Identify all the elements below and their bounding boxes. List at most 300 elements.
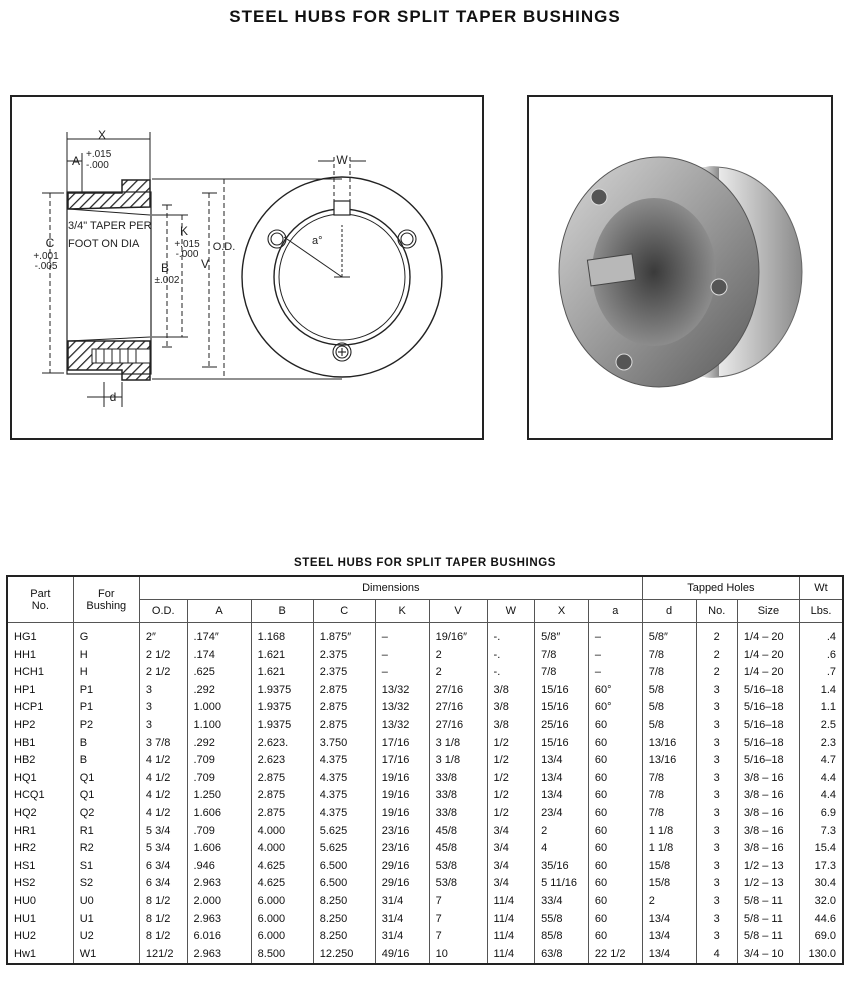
table-cell: 44.6: [799, 911, 843, 929]
table-cell: 3: [139, 717, 187, 735]
table-cell: 5/16–18: [737, 735, 799, 753]
table-cell: 2: [696, 647, 737, 665]
table-cell: 13/32: [375, 717, 429, 735]
table-cell: 3: [139, 682, 187, 700]
table-cell: 7/8: [642, 787, 696, 805]
table-cell: 4.625: [251, 875, 313, 893]
table-cell: HP1: [7, 682, 73, 700]
table-cell: 1/2 – 13: [737, 875, 799, 893]
table-cell: 3: [696, 735, 737, 753]
table-cell: 3/4: [487, 875, 535, 893]
table-cell: HU0: [7, 893, 73, 911]
table-cell: Hw1: [7, 946, 73, 965]
table-cell: 1.1: [799, 699, 843, 717]
table-cell: U0: [73, 893, 139, 911]
table-cell: 1/2 – 13: [737, 858, 799, 876]
table-cell: 17/16: [375, 752, 429, 770]
table-cell: 5/8 – 11: [737, 928, 799, 946]
table-row: [7, 735, 843, 753]
hub-side-view: [67, 180, 151, 380]
table-cell: 3: [696, 858, 737, 876]
table-cell: 13/4: [642, 928, 696, 946]
table-cell: 3/8: [487, 717, 535, 735]
table-cell: 8 1/2: [139, 893, 187, 911]
table-cell: 15/16: [535, 699, 589, 717]
table-cell: 11/4: [487, 928, 535, 946]
table-cell: 1.621: [251, 647, 313, 665]
col-x: X: [535, 600, 589, 623]
table-cell: 5/16–18: [737, 699, 799, 717]
table-cell: 60: [588, 911, 642, 929]
table-cell: 13/4: [642, 946, 696, 965]
table-cell: 22 1/2: [588, 946, 642, 965]
table-cell: –: [375, 623, 429, 647]
table-cell: 55/8: [535, 911, 589, 929]
table-cell: 1.9375: [251, 699, 313, 717]
table-cell: 2 1/2: [139, 664, 187, 682]
table-cell: 5/8″: [642, 623, 696, 647]
table-cell: 1.9375: [251, 717, 313, 735]
table-cell: .4: [799, 623, 843, 647]
table-cell: 1 1/8: [642, 840, 696, 858]
table-cell: -.: [487, 623, 535, 647]
table-cell: HCQ1: [7, 787, 73, 805]
table-cell: 8 1/2: [139, 928, 187, 946]
table-cell: 25/16: [535, 717, 589, 735]
table-cell: -.: [487, 664, 535, 682]
table-cell: 19/16″: [429, 623, 487, 647]
table-cell: 2.623: [251, 752, 313, 770]
label-k-tol-minus: -.000: [175, 249, 199, 260]
table-cell: 63/8: [535, 946, 589, 965]
table-row: [7, 699, 843, 717]
table-cell: 3: [696, 840, 737, 858]
col-w: W: [487, 600, 535, 623]
tapped-hole-section: [92, 349, 150, 363]
table-cell: R1: [73, 823, 139, 841]
col-v: V: [429, 600, 487, 623]
table-cell: 3: [696, 682, 737, 700]
table-cell: 11/4: [487, 893, 535, 911]
table-cell: 4.375: [313, 805, 375, 823]
table-cell: 7: [429, 911, 487, 929]
table-cell: U2: [73, 928, 139, 946]
table-cell: 8.250: [313, 893, 375, 911]
hub-drawing: [10, 95, 484, 440]
table-cell: 2.875: [313, 699, 375, 717]
table-cell: 6 3/4: [139, 875, 187, 893]
table-row: [7, 717, 843, 735]
table-cell: 2.875: [251, 787, 313, 805]
table-cell: 3/4: [487, 858, 535, 876]
table-cell: 29/16: [375, 858, 429, 876]
table-cell: 3: [696, 699, 737, 717]
table-cell: HR1: [7, 823, 73, 841]
table-cell: 60°: [588, 682, 642, 700]
table-cell: 1.000: [187, 699, 251, 717]
table-cell: 49/16: [375, 946, 429, 965]
table-cell: 4 1/2: [139, 787, 187, 805]
table-cell: 5/8: [642, 717, 696, 735]
table-row: [7, 946, 843, 965]
table-cell: 1.250: [187, 787, 251, 805]
table-cell: 7/8: [642, 647, 696, 665]
table-cell: 4.375: [313, 770, 375, 788]
label-taper-1: 3/4" TAPER PER: [68, 220, 152, 232]
label-w: W: [336, 153, 348, 167]
table-cell: 2: [535, 823, 589, 841]
table-cell: HP2: [7, 717, 73, 735]
table-cell: 5/8″: [535, 623, 589, 647]
table-cell: 6.500: [313, 858, 375, 876]
label-b-tol: ±.002: [154, 275, 180, 286]
label-a-tol-plus: +.015: [86, 149, 112, 160]
table-cell: HS1: [7, 858, 73, 876]
table-cell: 4: [535, 840, 589, 858]
table-cell: –: [375, 664, 429, 682]
table-cell: 30.4: [799, 875, 843, 893]
table-cell: 4 1/2: [139, 805, 187, 823]
table-cell: 2.623.: [251, 735, 313, 753]
label-d: d: [109, 390, 117, 404]
table-cell: 13/4: [535, 770, 589, 788]
table-cell: 2.963: [187, 946, 251, 965]
label-a: A: [72, 154, 81, 168]
table-cell: -.: [487, 647, 535, 665]
table-cell: HU2: [7, 928, 73, 946]
table-cell: 13/16: [642, 752, 696, 770]
table-cell: 60: [588, 893, 642, 911]
table-cell: 23/16: [375, 823, 429, 841]
table-cell: 121/2: [139, 946, 187, 965]
table-cell: 4: [696, 946, 737, 965]
table-cell: 1 1/8: [642, 823, 696, 841]
hub-key: [587, 254, 635, 286]
table-cell: HCH1: [7, 664, 73, 682]
table-cell: 31/4: [375, 928, 429, 946]
table-cell: 3/8: [487, 699, 535, 717]
table-cell: 2.875: [313, 682, 375, 700]
table-cell: 60: [588, 805, 642, 823]
table-cell: 13/4: [535, 787, 589, 805]
table-cell: 7/8: [535, 664, 589, 682]
table-cell: –: [588, 647, 642, 665]
table-cell: 4.625: [251, 858, 313, 876]
table-cell: 33/8: [429, 805, 487, 823]
col-od: O.D.: [139, 600, 187, 623]
table-cell: 13/32: [375, 682, 429, 700]
table-row: [7, 770, 843, 788]
table-cell: 5/8: [642, 682, 696, 700]
table-cell: 15/8: [642, 858, 696, 876]
table-cell: 60: [588, 928, 642, 946]
col-no: No.: [696, 600, 737, 623]
top-hatched-section: [68, 180, 150, 209]
label-c-tol-minus: -.005: [34, 261, 58, 272]
table-cell: 5/16–18: [737, 682, 799, 700]
table-cell: S2: [73, 875, 139, 893]
table-cell: 10: [429, 946, 487, 965]
table-cell: 3/8 – 16: [737, 805, 799, 823]
table-cell: HCP1: [7, 699, 73, 717]
col-d: d: [642, 600, 696, 623]
table-cell: 7/8: [535, 647, 589, 665]
hub-drawing-svg: [12, 97, 482, 438]
table-cell: HR2: [7, 840, 73, 858]
table-cell: 8.500: [251, 946, 313, 965]
table-cell: U1: [73, 911, 139, 929]
photo-tapped-hole-1: [591, 189, 607, 205]
col-c: C: [313, 600, 375, 623]
label-x: X: [97, 128, 107, 142]
spec-table: [6, 575, 844, 965]
table-cell: 130.0: [799, 946, 843, 965]
table-cell: P1: [73, 699, 139, 717]
table-cell: 2.875: [251, 805, 313, 823]
table-cell: 2 1/2: [139, 647, 187, 665]
table-cell: 1.168: [251, 623, 313, 647]
table-cell: HQ2: [7, 805, 73, 823]
table-cell: 1/4 – 20: [737, 664, 799, 682]
label-a-tol-minus: -.000: [86, 160, 109, 171]
table-cell: 7.3: [799, 823, 843, 841]
table-cell: Q1: [73, 770, 139, 788]
table-cell: 6.000: [251, 893, 313, 911]
table-cell: 3 1/8: [429, 735, 487, 753]
table-row: [7, 664, 843, 682]
table-cell: 3/4: [487, 840, 535, 858]
table-cell: 60: [588, 717, 642, 735]
table-row: [7, 875, 843, 893]
table-cell: 35/16: [535, 858, 589, 876]
table-cell: 8.250: [313, 911, 375, 929]
keyway: [334, 201, 350, 215]
table-cell: R2: [73, 840, 139, 858]
table-row: [7, 858, 843, 876]
table-cell: 60: [588, 858, 642, 876]
table-cell: B: [73, 735, 139, 753]
table-cell: 2.963: [187, 911, 251, 929]
label-k: K: [179, 224, 189, 238]
table-cell: G: [73, 623, 139, 647]
page-title: STEEL HUBS FOR SPLIT TAPER BUSHINGS: [229, 7, 621, 26]
table-cell: 7/8: [642, 805, 696, 823]
table-cell: 85/8: [535, 928, 589, 946]
table-cell: 13/16: [642, 735, 696, 753]
table-cell: 53/8: [429, 875, 487, 893]
table-cell: 2.375: [313, 647, 375, 665]
table-cell: 13/4: [535, 752, 589, 770]
table-cell: 2.3: [799, 735, 843, 753]
table-cell: 1.875″: [313, 623, 375, 647]
hub-end-view: [242, 157, 442, 377]
table-cell: 2: [429, 664, 487, 682]
col-size: Size: [737, 600, 799, 623]
table-cell: 11/4: [487, 946, 535, 965]
table-cell: 17.3: [799, 858, 843, 876]
table-cell: 3/8: [487, 682, 535, 700]
label-v: V: [200, 257, 210, 271]
table-row: [7, 682, 843, 700]
table-row: [7, 911, 843, 929]
table-cell: 33/8: [429, 770, 487, 788]
table-cell: 3: [696, 893, 737, 911]
table-cell: 1.4: [799, 682, 843, 700]
table-cell: 19/16: [375, 770, 429, 788]
table-cell: Q1: [73, 787, 139, 805]
table-cell: .709: [187, 770, 251, 788]
col-wt: Wt: [799, 576, 843, 600]
table-cell: 3/8 – 16: [737, 770, 799, 788]
table-cell: 1.9375: [251, 682, 313, 700]
table-cell: 2.963: [187, 875, 251, 893]
table-cell: 5.625: [313, 823, 375, 841]
table-cell: 2″: [139, 623, 187, 647]
photo-tapped-hole-2: [711, 279, 727, 295]
table-cell: 1/2: [487, 752, 535, 770]
table-row: [7, 787, 843, 805]
label-od: O.D.: [212, 241, 236, 253]
table-cell: .946: [187, 858, 251, 876]
table-cell: –: [588, 623, 642, 647]
table-cell: 1.100: [187, 717, 251, 735]
table-cell: 33/4: [535, 893, 589, 911]
table-cell: 3: [696, 805, 737, 823]
label-k-tol-plus: +.015: [174, 239, 200, 250]
table-cell: .7: [799, 664, 843, 682]
group-dimensions: Dimensions: [139, 576, 642, 600]
table-cell: 5/16–18: [737, 717, 799, 735]
table-cell: 2.375: [313, 664, 375, 682]
table-cell: 33/8: [429, 787, 487, 805]
table-cell: 4.000: [251, 840, 313, 858]
table-cell: .292: [187, 735, 251, 753]
table-cell: H: [73, 647, 139, 665]
table-cell: .625: [187, 664, 251, 682]
table-cell: P2: [73, 717, 139, 735]
table-cell: 27/16: [429, 717, 487, 735]
table-cell: 15/8: [642, 875, 696, 893]
table-cell: 3: [696, 875, 737, 893]
table-cell: HS2: [7, 875, 73, 893]
table-cell: 6.500: [313, 875, 375, 893]
table-cell: 4.7: [799, 752, 843, 770]
table-cell: 15/16: [535, 735, 589, 753]
table-cell: 3: [696, 928, 737, 946]
table-cell: 45/8: [429, 840, 487, 858]
table-cell: 3: [696, 823, 737, 841]
col-k: K: [375, 600, 429, 623]
col-alpha: a: [588, 600, 642, 623]
table-cell: 4.375: [313, 787, 375, 805]
table-cell: Q2: [73, 805, 139, 823]
table-cell: 7/8: [642, 664, 696, 682]
table-cell: 29/16: [375, 875, 429, 893]
col-lbs: Lbs.: [799, 600, 843, 623]
table-row: [7, 893, 843, 911]
table-cell: 8 1/2: [139, 911, 187, 929]
table-cell: 23/4: [535, 805, 589, 823]
table-cell: 53/8: [429, 858, 487, 876]
table-cell: S1: [73, 858, 139, 876]
table-cell: 6.016: [187, 928, 251, 946]
col-part: Part No.: [7, 576, 73, 623]
table-cell: 13/32: [375, 699, 429, 717]
table-cell: 45/8: [429, 823, 487, 841]
table-cell: 3/8 – 16: [737, 787, 799, 805]
col-bushing: For Bushing: [73, 576, 139, 623]
table-cell: 2: [696, 664, 737, 682]
table-cell: 1/2: [487, 735, 535, 753]
table-cell: 60: [588, 840, 642, 858]
table-cell: 3: [696, 752, 737, 770]
table-cell: 5 3/4: [139, 840, 187, 858]
table-cell: 60: [588, 752, 642, 770]
table-cell: 1.606: [187, 840, 251, 858]
table-title: STEEL HUBS FOR SPLIT TAPER BUSHINGS: [293, 557, 557, 569]
table-cell: HB2: [7, 752, 73, 770]
table-cell: 1.606: [187, 805, 251, 823]
table-row: [7, 805, 843, 823]
table-cell: 4 1/2: [139, 752, 187, 770]
table-cell: .174″: [187, 623, 251, 647]
table-cell: 3: [696, 787, 737, 805]
table-cell: 2: [696, 623, 737, 647]
table-cell: 6.000: [251, 911, 313, 929]
label-angle: a°: [312, 235, 323, 247]
table-cell: 2: [642, 893, 696, 911]
label-b: B: [160, 261, 170, 275]
hub-photo-svg: [529, 97, 831, 438]
table-cell: 27/16: [429, 699, 487, 717]
label-taper-2: FOOT ON DIA: [68, 238, 140, 250]
table-cell: 5/8 – 11: [737, 911, 799, 929]
table-cell: 60: [588, 770, 642, 788]
table-cell: 6 3/4: [139, 858, 187, 876]
table-cell: 3 1/8: [429, 752, 487, 770]
table-row: [7, 928, 843, 946]
table-row: [7, 623, 843, 647]
table-cell: .174: [187, 647, 251, 665]
table-cell: 4.000: [251, 823, 313, 841]
table-cell: 1/2: [487, 787, 535, 805]
table-cell: 19/16: [375, 787, 429, 805]
table-cell: 3/8 – 16: [737, 823, 799, 841]
table-cell: 19/16: [375, 805, 429, 823]
table-cell: .709: [187, 752, 251, 770]
table-row: [7, 823, 843, 841]
table-cell: .6: [799, 647, 843, 665]
label-c: C: [45, 236, 55, 250]
table-cell: –: [588, 664, 642, 682]
table-cell: 12.250: [313, 946, 375, 965]
table-cell: 3/4: [487, 823, 535, 841]
table-cell: 4 1/2: [139, 770, 187, 788]
table-cell: 1.621: [251, 664, 313, 682]
table-cell: 2.5: [799, 717, 843, 735]
table-cell: 15/16: [535, 682, 589, 700]
table-cell: 60: [588, 787, 642, 805]
table-cell: 6.000: [251, 928, 313, 946]
table-row: [7, 840, 843, 858]
table-cell: HU1: [7, 911, 73, 929]
table-cell: 8.250: [313, 928, 375, 946]
table-cell: 3/8 – 16: [737, 840, 799, 858]
table-cell: 5/8 – 11: [737, 893, 799, 911]
table-cell: 1/2: [487, 805, 535, 823]
table-cell: 17/16: [375, 735, 429, 753]
table-cell: 1/2: [487, 770, 535, 788]
